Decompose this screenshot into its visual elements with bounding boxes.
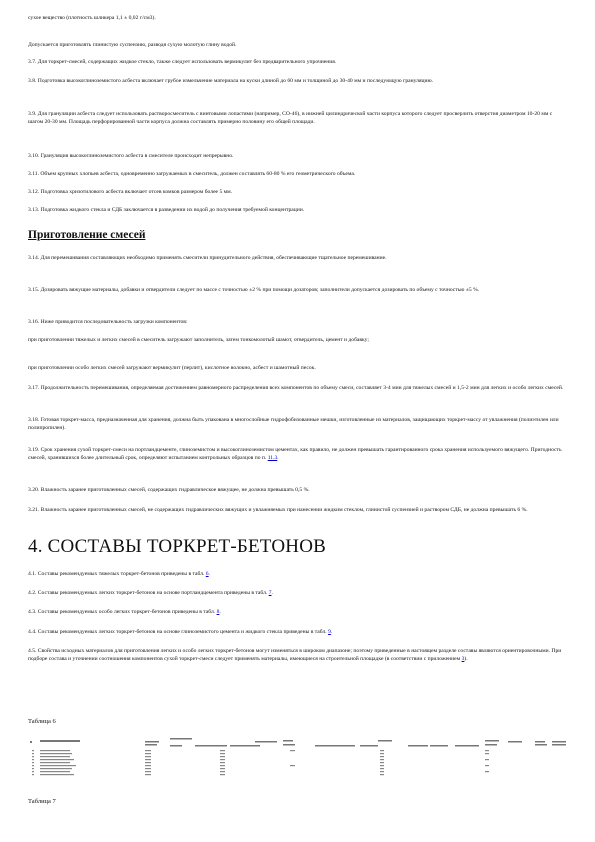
paragraph-text: 4.1. Составы рекомендуемых тяжелых торкрет-бетонов приведены в табл. — [28, 571, 206, 577]
table-header-text — [430, 745, 448, 747]
table-row-text — [40, 774, 74, 775]
table-row-text — [145, 765, 151, 766]
table-row-text — [32, 765, 34, 766]
table-header-text — [552, 741, 566, 743]
table-row-text — [220, 768, 225, 769]
table-row-text — [220, 750, 225, 751]
table-header-text — [535, 741, 545, 743]
table-row-text — [380, 753, 384, 754]
table-header-text — [283, 740, 293, 742]
table-row-text — [380, 762, 384, 763]
paragraph: 3.13. Подготовка жидкого стекла и СДБ заключается в разведении их водой до получения требуемой концентрации. — [28, 207, 305, 213]
table-row-text — [485, 771, 489, 772]
section-link[interactable]: 11.3 — [267, 455, 278, 461]
table-row-text — [145, 771, 151, 772]
table-row-text — [220, 753, 225, 754]
paragraph — [28, 647, 568, 663]
table-row-text — [220, 759, 225, 760]
table-row-text — [485, 765, 489, 766]
table-row-text — [145, 768, 151, 769]
table-header-text — [378, 740, 392, 742]
table-header-text — [535, 744, 547, 746]
paragraph: Допускается приготовлять глинистую суспензию, разводя сухую молотую глину водой. — [28, 42, 237, 48]
table-row-text — [40, 756, 70, 757]
table-link[interactable]: 9 — [328, 629, 331, 635]
paragraph — [28, 589, 568, 597]
table-row-text — [220, 771, 225, 772]
table-header-text — [408, 745, 428, 747]
table-row-text — [220, 765, 225, 766]
paragraph: 3.10. Грануляция высокоглиноземистого асбеста в смесителе происходит непрерывно. — [28, 153, 234, 159]
paragraph — [28, 628, 568, 636]
table-row-text — [290, 765, 295, 766]
table-row-text — [145, 759, 151, 760]
paragraph-text: 4.2. Составы рекомендуемых легких торкрет-бетонов на основе портландцемента приведены в табл. — [28, 590, 269, 596]
table-row-text — [40, 759, 74, 760]
table-header-text — [255, 741, 277, 743]
table-row-text — [145, 750, 151, 751]
table-row-text — [145, 753, 151, 754]
paragraph: 3.18. Готовая торкрет-масса, предназначенная для хранения, должна быть упакована в многослойные гидрофобизованные мешки, изготовленные из материалов, защищающих торкрет-массу от увлажнения (полиэтилен или полипропилен). — [28, 417, 559, 431]
paragraph-text: 4.4. Составы рекомендуемых легких торкрет-бетонов на основе глиноземистого цемента и жидкого стекла приведены в табл. — [28, 629, 329, 635]
table-row-text — [32, 750, 34, 751]
paragraph: сухое вещество (плотность шликера 1,1 ± 0,02 г/см3). — [28, 15, 156, 21]
paragraph-text: . — [277, 455, 279, 461]
table-row-text — [40, 762, 70, 763]
paragraph: 3.8. Подготовка высокоглиноземистого асбеста включает грубое измельчение материала на куски длиной до 60 мм и толщиной до 30-40 мм и последующую грануляцию. — [28, 78, 434, 84]
table-row-text — [32, 771, 34, 772]
table-row-text — [220, 762, 225, 763]
table-row-text — [380, 768, 384, 769]
paragraph — [28, 446, 568, 462]
paragraph-text: . — [208, 571, 210, 577]
table-row-text — [380, 759, 384, 760]
table-row-text — [485, 753, 489, 754]
paragraph: при приготовлении тяжелых и легких смесей в смеситель загружают заполнитель, затем тонкомолотый шамот, отвердитель, цемент и добавку; — [28, 337, 369, 343]
table-row-text — [40, 750, 70, 751]
paragraph: 3.15. Дозировать вяжущие материалы, добавки и отвердители следует по массе с точностью ±2 % при помощи дозаторов; заполнители допускается дозировать по объему с точностью ±5 %. — [28, 287, 480, 293]
table-link[interactable]: 7 — [268, 590, 272, 596]
table-header-text — [145, 741, 159, 743]
table-header-text — [360, 745, 378, 747]
table-header-text — [552, 744, 566, 746]
table-row-text — [32, 768, 34, 769]
paragraph: 3.17. Продолжительность перемешивания, определяемая достижением равномерного распределения всех компонентов по объему смеси, составляет 3-4 мин для тяжелых смесей и 1,5-2 мин для легких и особо легких смесей. — [28, 385, 564, 391]
table-row-text — [485, 759, 489, 760]
table-row-text — [32, 759, 34, 760]
table-link[interactable]: 8 — [216, 609, 220, 615]
table-header-text — [230, 745, 260, 747]
chapter-heading: 4. СОСТАВЫ ТОРКРЕТ-БЕТОНОВ — [28, 536, 327, 557]
table-header-text — [40, 740, 80, 742]
table-row-text — [220, 774, 225, 775]
paragraph: 3.16. Ниже приводится последовательность загрузки компонентов: — [28, 319, 188, 325]
table-row-text — [290, 750, 295, 751]
table-row-text — [380, 765, 384, 766]
table-header-text — [485, 744, 497, 746]
table-row-text — [145, 762, 151, 763]
table-header-text — [170, 738, 192, 740]
table-6-thumbnail — [30, 738, 568, 780]
table-row-text — [220, 756, 225, 757]
paragraph-text: . — [219, 609, 221, 615]
table-row-text — [32, 753, 34, 754]
paragraph-text: . — [271, 590, 273, 596]
paragraph: 3.20. Влажность заранее приготовленных смесей, содержащих гидравлическое вяжущее, не должна превышать 0,5 %. — [28, 487, 310, 493]
section-heading: Приготовление смесей — [28, 229, 146, 241]
table-header-text — [170, 745, 182, 747]
table-header-text — [455, 745, 479, 747]
paragraph: при приготовлении особо легких смесей загружают вермикулит (перлит), кислотное волокно, асбест и шамотный песок. — [28, 365, 316, 371]
table-row-text — [380, 774, 384, 775]
table-header-text — [145, 744, 157, 746]
table-row-text — [380, 750, 384, 751]
table-row-text — [145, 756, 151, 757]
paragraph: 3.9. Для грануляции асбеста следует использовать растворосмеситель с винтовыми лопастями (например, СО-46), в нижней цилиндрической части корпуса которого следует просверлить отверстия диаметром 10-20 мм с шагом 20-30 мм. Площадь перфорированной части корпуса должна составлять примерно половину его общей площади. — [28, 111, 553, 125]
paragraph — [28, 570, 568, 578]
paragraph-text: 3.19. Срок хранения сухой торкрет-смеси на портландцементе, глиноземистом и высокоглиноземистом цементах, как правило, не должен превышать гарантированного срока хранения используемого вяжущего. Пригодность смесей, хранившихся более длительный срок, определяют испытанием контрольных образцов по п. — [28, 447, 562, 461]
table-header-text — [283, 744, 295, 746]
table-row-text — [485, 750, 489, 751]
paragraph-text: . — [330, 629, 333, 635]
table-header-text — [315, 745, 355, 747]
table-row-text — [32, 762, 34, 763]
table-link[interactable]: 6 — [205, 571, 209, 577]
appendix-link[interactable]: 3 — [461, 656, 465, 662]
table-caption: Таблица 6 — [28, 718, 56, 725]
paragraph-text: 4.3. Составы рекомендуемых особо легких торкрет-бетонов приведены в табл. — [28, 609, 217, 615]
paragraph: 3.21. Влажность заранее приготовленных смесей, не содержащих гидравлических вяжущих и увлажняемых при нанесении жидким стеклом, глинистой суспензией и раствором СДБ, не должна превышать 6 %. — [28, 507, 528, 513]
paragraph: 3.7. Для торкрет-смесей, содержащих жидкое стекло, также следует использовать вермикулит без предварительного упрочнения. — [28, 59, 337, 65]
paragraph: 3.14. Для перемешивания составляющих необходимо применять смесители принудительного действия, обеспечивающие тщательное перемешивание. — [28, 255, 387, 261]
paragraph-text: 4.5. Свойства исходных материалов для приготовления легких и особо легких торкрет-бетонов могут изменяться в широком диапазоне; поэтому приведенные в настоящем разделе составы являются ориентировочными. При подборе состава и уточнении соотношения компонентов сухой торкрет-смеси следует применять материалы, имеющиеся на строительной площадке (в соответствии с приложением — [28, 648, 562, 662]
table-row-text — [32, 774, 34, 775]
table-row-text — [145, 774, 151, 775]
table-header-text — [485, 740, 499, 742]
table-row-text — [40, 768, 72, 769]
table-header-text — [508, 741, 522, 743]
table-caption: Таблица 7 — [28, 798, 56, 805]
table-row-text — [40, 765, 76, 766]
table-header-text — [195, 745, 227, 747]
paragraph — [28, 608, 568, 616]
table-row-text — [380, 771, 384, 772]
table-row-text — [40, 771, 70, 772]
paragraph: 3.11. Объем крупных хлопьев асбеста, одновременно загружаемых в смеситель, должен составлять 60-80 % его геометрического объема. — [28, 171, 356, 177]
table-row-text — [40, 753, 72, 754]
table-row-text — [32, 756, 34, 757]
paragraph-text: ). — [464, 656, 468, 662]
table-row-text — [380, 756, 384, 757]
paragraph: 3.12. Подготовка хризотилового асбеста включает отсев комков размером более 5 мм. — [28, 189, 233, 195]
table-header-text — [30, 741, 32, 743]
